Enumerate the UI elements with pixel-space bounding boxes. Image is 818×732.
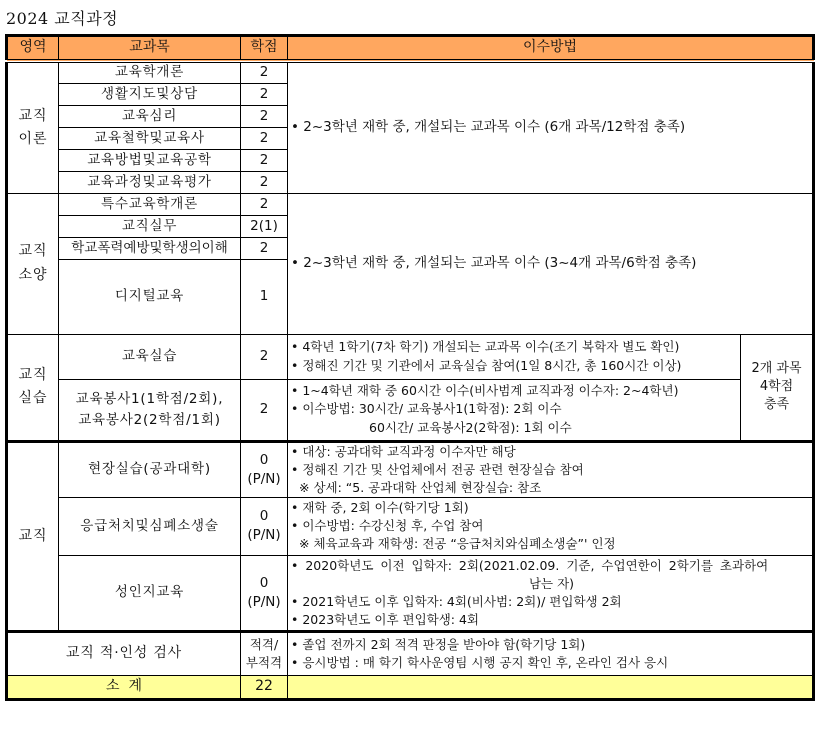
credit-line: 0: [259, 508, 269, 525]
course-name: 현장실습(공과대학): [59, 441, 241, 497]
area-liberal: [7, 193, 59, 334]
aptitude-test-name: 교직 적·인성 검사: [7, 631, 241, 675]
method-line: • 2023학년도 이후 편입학생: 4회: [291, 611, 812, 629]
course-name-line: 교육봉사1(1학점/2회),: [75, 391, 224, 408]
course-name: 교직실무: [59, 215, 241, 237]
course-name: 성인지교육: [59, 555, 241, 631]
method-line: • 재학 중, 2회 이수(학기당 1회): [291, 499, 812, 517]
course-credit: 2: [241, 171, 288, 193]
course-credit: 2: [241, 127, 288, 149]
method-aptitude: [288, 631, 814, 675]
course-credit: 2: [241, 61, 288, 83]
course-credit: 2: [241, 379, 288, 441]
area-practice: [7, 334, 59, 441]
method-line: • 4학년 1학기(7차 학기) 개설되는 교과목 이수(조기 복학자 별도 확인): [291, 338, 740, 356]
method-line: • 1~4학년 재학 중 60시간 이수(비사범계 교직과정 이수자: 2~4학년): [291, 382, 740, 400]
course-name: 교육실습: [59, 334, 241, 379]
course-name: 교육과정및교육평가: [59, 171, 241, 193]
credit-line: 적격/: [249, 636, 279, 652]
credit-line: 부적격: [245, 654, 283, 670]
course-credit: [241, 497, 288, 555]
course-name: 응급처치및심폐소생술: [59, 497, 241, 555]
course-credit: 2: [241, 193, 288, 215]
method-gender-education: [288, 555, 814, 631]
side-note-line: 4학점: [759, 378, 794, 394]
page-title: 2024 교직과정: [6, 9, 119, 28]
header-credit: 학점: [241, 36, 288, 62]
area-label: 교직: [18, 243, 48, 260]
credit-line: (P/N): [247, 527, 281, 544]
header-subject: 교과목: [59, 36, 241, 62]
credit-line: (P/N): [247, 470, 281, 487]
summary-credit: 22: [241, 675, 288, 699]
method-line: • 정해진 기간 및 산업체에서 전공 관련 현장실습 참여: [291, 461, 812, 479]
area-label: 교직: [18, 366, 48, 383]
course-name: 교육심리: [59, 105, 241, 127]
credit-line: 0: [259, 451, 269, 468]
method-note: ※ 체육교육과 재학생: 전공 “응급처치와심폐소생술”' 인정: [299, 536, 616, 552]
method-theory: [288, 61, 814, 193]
aptitude-credit: [241, 631, 288, 675]
method-first-aid: [288, 497, 814, 555]
course-name: 교육철학및교육사: [59, 127, 241, 149]
header-area: 영역: [7, 36, 59, 62]
course-credit: 2: [241, 83, 288, 105]
credit-line: 0: [259, 574, 269, 591]
area-label: 실습: [18, 390, 48, 406]
method-line: • 2020학년도 이전 입학자: 2회(2021.02.09. 기준, 수업연한이 2학기를 초과하여: [291, 557, 812, 575]
method-text: • 2~3학년 재학 중, 개설되는 교과목 이수 (3~4개 과목/6학점 충족): [291, 255, 696, 271]
course-credit: 2(1): [241, 215, 288, 237]
table-row: [7, 497, 814, 555]
method-line: 남는 자): [528, 575, 575, 591]
method-line: • 응시방법 : 매 학기 학사운영팀 시행 공지 확인 후, 온라인 검사 응시: [291, 654, 812, 672]
course-name: 특수교육학개론: [59, 193, 241, 215]
course-credit: 2: [241, 105, 288, 127]
course-credit: 2: [241, 334, 288, 379]
table-row: [7, 555, 814, 631]
method-line: • 졸업 전까지 2회 적격 판정을 받아야 함(학기당 1회): [291, 636, 812, 654]
course-credit: 2: [241, 237, 288, 259]
summary-label: 소 계: [7, 675, 241, 699]
course-credit: 2: [241, 149, 288, 171]
course-name-line: 교육봉사2(2학점/1회): [78, 411, 221, 428]
area-label: 이론: [18, 130, 48, 147]
method-line: • 이수방법: 수강신청 후, 수업 참여: [291, 517, 812, 535]
method-liberal: [288, 193, 814, 334]
summary-row: [7, 675, 814, 699]
side-note-line: 충족: [763, 397, 790, 413]
method-line: • 이수방법: 30시간/ 교육봉사1(1학점): 2회 이수: [291, 400, 740, 418]
method-line: • 2021학년도 이후 입학자: 4회(비사범: 2회)/ 편입학생 2회: [291, 593, 812, 611]
table-row: [7, 334, 814, 379]
course-name: 교육학개론: [59, 61, 241, 83]
table-row: [7, 631, 814, 675]
area-label: 소양: [18, 266, 48, 283]
practice-side-note: [741, 334, 814, 441]
course-name: 학교폭력예방및학생의이해: [59, 237, 241, 259]
course-name: 디지털교육: [59, 259, 241, 334]
course-name: 생활지도및상담: [59, 83, 241, 105]
method-practice-teaching: [288, 334, 741, 379]
method-line: • 대상: 공과대학 교직과정 이수자만 해당: [291, 443, 812, 461]
course-credit: [241, 441, 288, 497]
area-label: 교직: [18, 107, 48, 124]
curriculum-table: [5, 34, 815, 701]
course-name: 교육방법및교육공학: [59, 149, 241, 171]
area-theory: [7, 61, 59, 193]
method-line: 60시간/ 교육봉사2(2학점): 1회 이수: [369, 419, 572, 435]
method-note: ※ 상세: “5. 공과대학 산업체 현장실습: 참조: [299, 479, 542, 495]
side-note-line: 2개 과목: [751, 360, 802, 376]
course-credit: [241, 555, 288, 631]
table-row: [7, 441, 814, 497]
credit-line: (P/N): [247, 593, 281, 610]
method-line: • 정해진 기간 및 기관에서 교육실습 참여(1일 8시간, 총 160시간 이상): [291, 357, 740, 375]
table-row: [7, 61, 814, 83]
summary-method: [288, 675, 814, 699]
table-row: [7, 379, 814, 441]
area-general: 교직: [7, 441, 59, 631]
method-volunteer: [288, 379, 741, 441]
table-row: [7, 193, 814, 215]
method-field-practice: [288, 441, 814, 497]
course-name: [59, 379, 241, 441]
header-method: 이수방법: [288, 36, 814, 62]
method-text: • 2~3학년 재학 중, 개설되는 교과목 이수 (6개 과목/12학점 충족): [291, 119, 685, 135]
header-row: [7, 36, 814, 62]
course-credit: 1: [241, 259, 288, 334]
